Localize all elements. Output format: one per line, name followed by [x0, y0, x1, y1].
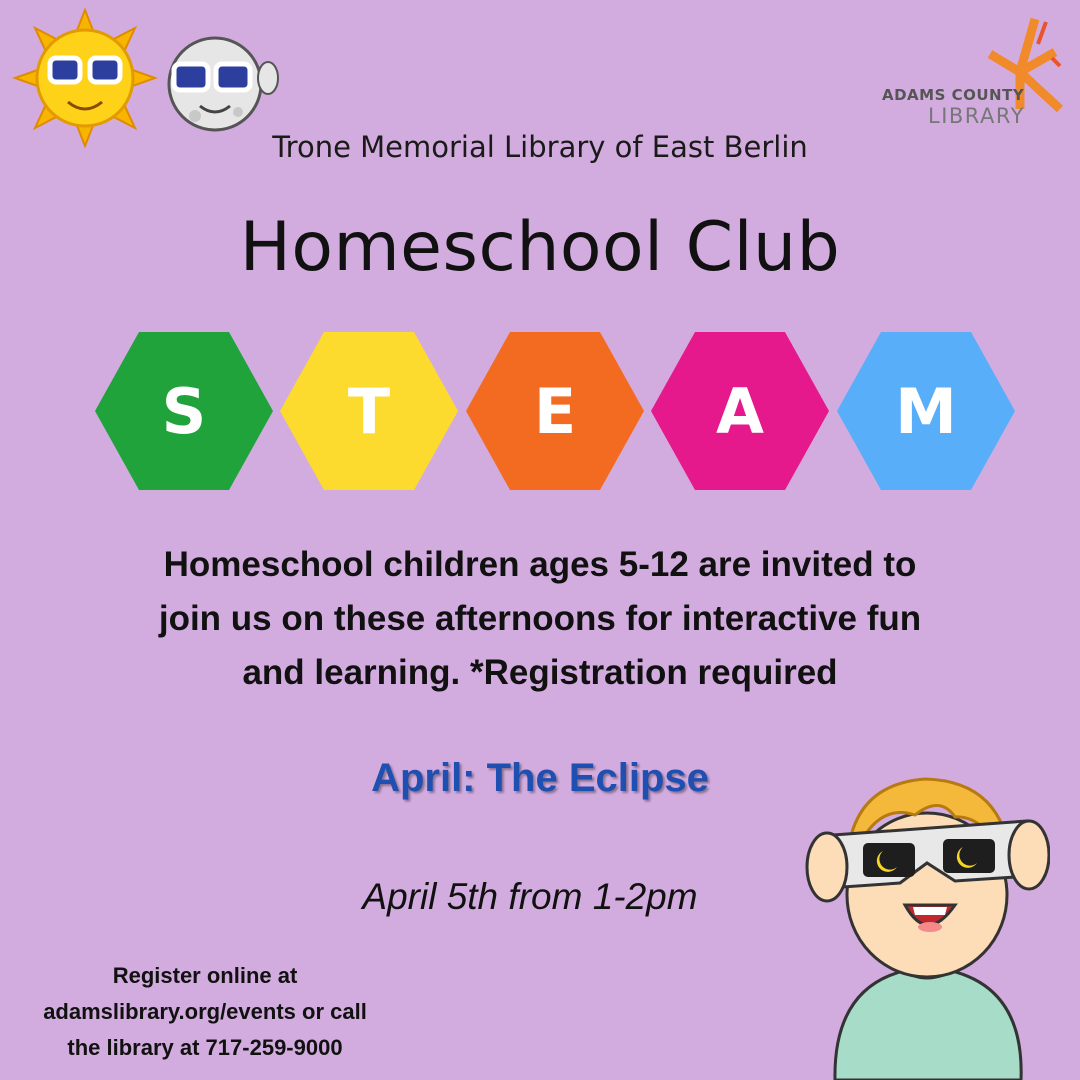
hexagon-letter: M — [895, 374, 957, 448]
hexagon-letter: T — [347, 374, 391, 448]
logo-line-bottom: LIBRARY — [928, 104, 1025, 128]
hexagon-t — [280, 332, 458, 490]
library-name: Trone Memorial Library of East Berlin — [272, 130, 808, 164]
hexagon-e — [466, 332, 644, 490]
hexagon-s — [95, 332, 273, 490]
invitation-line: Homeschool children ages 5-12 are invited to — [163, 545, 917, 584]
child-with-eclipse-glasses-icon — [805, 755, 1050, 1080]
moon-with-glasses-icon — [169, 38, 278, 130]
hexagon-letter: E — [533, 374, 577, 448]
steam-hexagon-row — [95, 332, 1025, 490]
hexagon-m — [837, 332, 1015, 490]
sun-with-glasses-icon — [15, 10, 155, 146]
registration-line: the library at 717-259-9000 — [67, 1035, 343, 1060]
hexagon-letter: A — [716, 374, 764, 448]
month-topic: April: The Eclipse — [371, 756, 709, 800]
hexagon-a — [651, 332, 829, 490]
sun-and-moon-illustration — [10, 8, 285, 148]
registration-line: adamslibrary.org/events or call — [43, 999, 367, 1024]
event-date-time: April 5th from 1-2pm — [362, 876, 698, 917]
registration-line: Register online at — [112, 963, 298, 988]
invitation-line: join us on these afternoons for interactive fun — [158, 599, 922, 638]
adams-county-library-logo — [870, 14, 1070, 134]
logo-line-top: ADAMS COUNTY — [882, 86, 1025, 104]
hexagon-letter: S — [161, 374, 207, 448]
invitation-line: and learning. *Registration required — [242, 653, 838, 692]
registration-info — [20, 958, 390, 1066]
page-title: Homeschool Club — [239, 208, 841, 287]
invitation-text — [110, 538, 970, 700]
